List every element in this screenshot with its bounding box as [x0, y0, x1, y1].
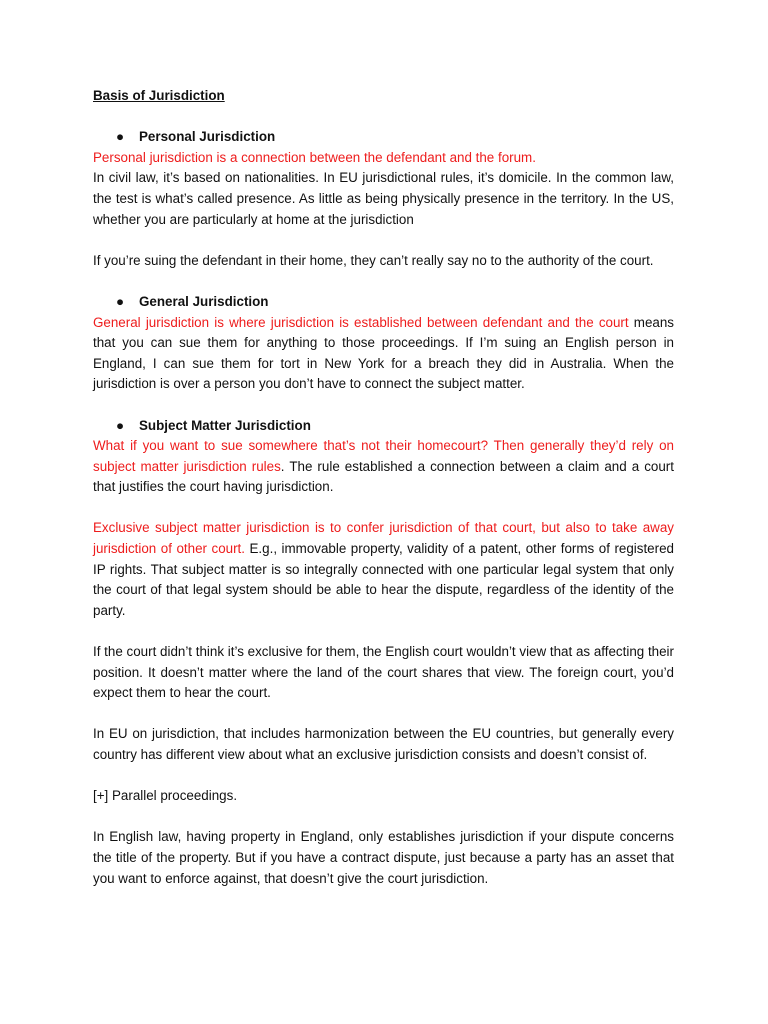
section-heading-personal: [93, 127, 674, 148]
document-body: [93, 86, 674, 889]
highlighted-definition: What if you want to sue somewhere that’s not their homecourt? Then generally they’d rely on subject matter jurisdiction rules: [93, 438, 674, 474]
highlighted-definition: Exclusive subject matter jurisdiction is to confer jurisdiction of that court, but also to take away jurisdiction of other court.: [93, 520, 674, 557]
highlighted-definition: Personal jurisdiction is a connection between the defendant and the forum.: [93, 149, 536, 165]
paragraph-text: means that you can sue them for anything to those proceedings. If I’m suing an English person in England, I can sue them for tort in New York for a breach they did in Australia. When the jurisdiction is over a person you don’t have to connect the subject matter.: [93, 314, 674, 392]
spacer: [93, 230, 674, 251]
spacer: [93, 498, 674, 519]
section-heading-label: General Jurisdiction: [139, 293, 269, 309]
paragraph: If the court didn’t think it’s exclusive for them, the English court wouldn’t view that as affecting their position. It doesn’t matter where the land of the court shares that view. The foreign court, you’d expect them to hear the court.: [93, 644, 674, 701]
spacer: [93, 107, 674, 128]
paragraph: In EU on jurisdiction, that includes harmonization between the EU countries, but generally every country has different view about what an exclusive jurisdiction consists and doesn’t consist of.: [93, 726, 674, 762]
section-heading-subject-matter: [93, 416, 674, 437]
spacer: [93, 766, 674, 787]
spacer: [93, 621, 674, 642]
highlighted-definition: General jurisdiction is where jurisdiction is established between defendant and the court: [93, 314, 629, 330]
paragraph-text: . The rule established a connection between a claim and a court that justifies the court having jurisdiction.: [93, 458, 674, 495]
spacer: [93, 271, 674, 292]
document-title: Basis of Jurisdiction: [93, 88, 225, 103]
spacer: [93, 704, 674, 725]
paragraph: [93, 518, 674, 621]
bullet-icon: ●: [116, 129, 125, 145]
paragraph-text: E.g., immovable property, validity of a patent, other forms of registered IP rights. That subject matter is so integrally connected with one particular legal system that only the court of that legal system should be able to hear the dispute, regardless of the identity of the party.: [93, 541, 674, 618]
section-heading-general: [93, 292, 674, 313]
spacer: [93, 395, 674, 416]
section-heading-label: Subject Matter Jurisdiction: [139, 417, 311, 433]
section-heading-label: Personal Jurisdiction: [139, 129, 276, 145]
bullet-icon: ●: [116, 293, 125, 309]
paragraph: [+] Parallel proceedings.: [93, 788, 238, 804]
paragraph: If you’re suing the defendant in their home, they can’t really say no to the authority of the court.: [93, 252, 654, 268]
paragraph: [93, 313, 674, 395]
paragraph: [93, 436, 674, 498]
paragraph: In English law, having property in England, only establishes jurisdiction if your dispute concerns the title of the property. But if you have a contract dispute, just because a party has an asset that you want to enforce against, that doesn’t give the court jurisdiction.: [93, 829, 674, 886]
spacer: [93, 807, 674, 828]
paragraph: In civil law, it’s based on nationalities. In EU jurisdictional rules, it’s domicile. In the common law, the test is what’s called presence. As little as being physically presence in the territory. In the US, whether you are particularly at home at the jurisdiction: [93, 170, 674, 227]
bullet-icon: ●: [116, 417, 125, 433]
